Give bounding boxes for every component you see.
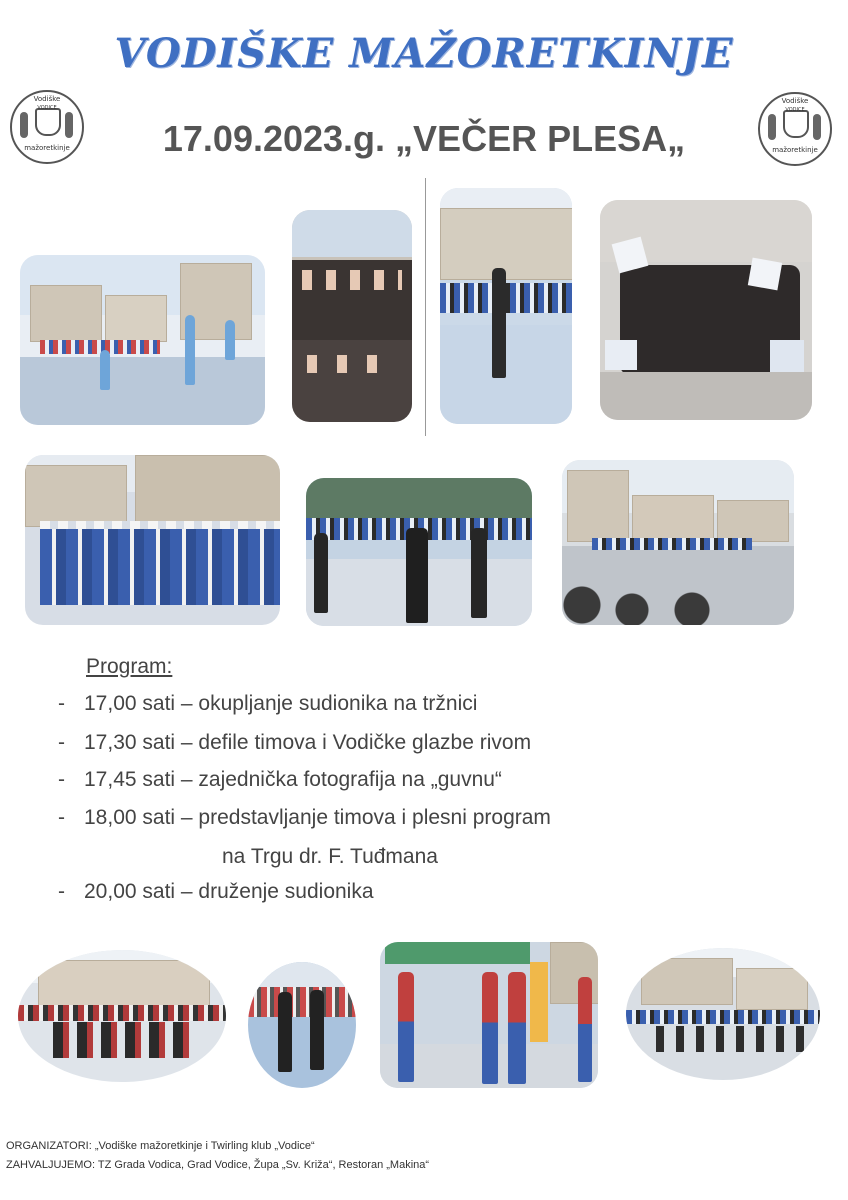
list-dash: - — [58, 692, 65, 715]
photo-red-costumes — [380, 942, 598, 1088]
program-item — [58, 731, 531, 755]
photo-dancer-leap — [440, 188, 572, 424]
program-item-text: 17,00 sati – okupljanje sudionika na tržnici — [84, 692, 478, 715]
logo-bottom-text: mažoretkinje — [24, 144, 70, 152]
poster-title: VODIŠKE MAŽORETKINJE — [114, 30, 734, 77]
program-item-text: 18,00 sati – predstavljanje timova i plesni program — [84, 806, 551, 829]
program-item-text: 17,45 sati – zajednička fotografija na „guvnu“ — [84, 768, 502, 791]
list-dash: - — [58, 806, 65, 829]
program-item-continuation: na Trgu dr. F. Tuđmana — [222, 845, 438, 868]
photo-dance-instructor — [306, 478, 532, 626]
program-item — [58, 880, 374, 904]
photo-blue-uniforms — [25, 455, 280, 625]
program-item-text: 20,00 sati – druženje sudionika — [84, 880, 374, 903]
logo-shield-text: VODICE — [785, 107, 805, 113]
logo-top-text: Vodiške — [781, 97, 809, 105]
photo-dancers-duo — [248, 962, 356, 1088]
list-dash: - — [58, 731, 65, 754]
program-heading: Program: — [86, 655, 173, 678]
photo-majorettes-square — [20, 255, 265, 425]
logo-bottom-text: mažoretkinje — [772, 146, 818, 154]
logo-top-text: Vodiške — [33, 95, 61, 103]
program-item — [58, 692, 477, 716]
footer-thanks: ZAHVALJUJEMO: TZ Grada Vodica, Grad Vodice, Župa „Sv. Križa“, Restoran „Makina“ — [6, 1159, 430, 1171]
footer-organizers: ORGANIZATORI: „Vodiške mažoretkinje i Twirling klub „Vodice“ — [6, 1140, 315, 1152]
logo-shield-text: VODICE — [37, 105, 57, 111]
photo-folk-dancers — [18, 950, 226, 1082]
program-item-text: 17,30 sati – defile timova i Vodičke glazbe rivom — [84, 731, 532, 754]
program-item — [58, 806, 551, 830]
photo-divider-line — [425, 178, 426, 436]
list-dash: - — [58, 880, 65, 903]
program-item — [58, 768, 502, 792]
photo-group-seated — [292, 210, 412, 422]
event-date-title: 17.09.2023.g. „VEČER PLESA„ — [162, 118, 686, 159]
photo-parade-street — [562, 460, 794, 625]
photo-flag-dance — [600, 200, 812, 420]
list-dash: - — [58, 768, 65, 791]
photo-harbor-group — [626, 948, 820, 1080]
